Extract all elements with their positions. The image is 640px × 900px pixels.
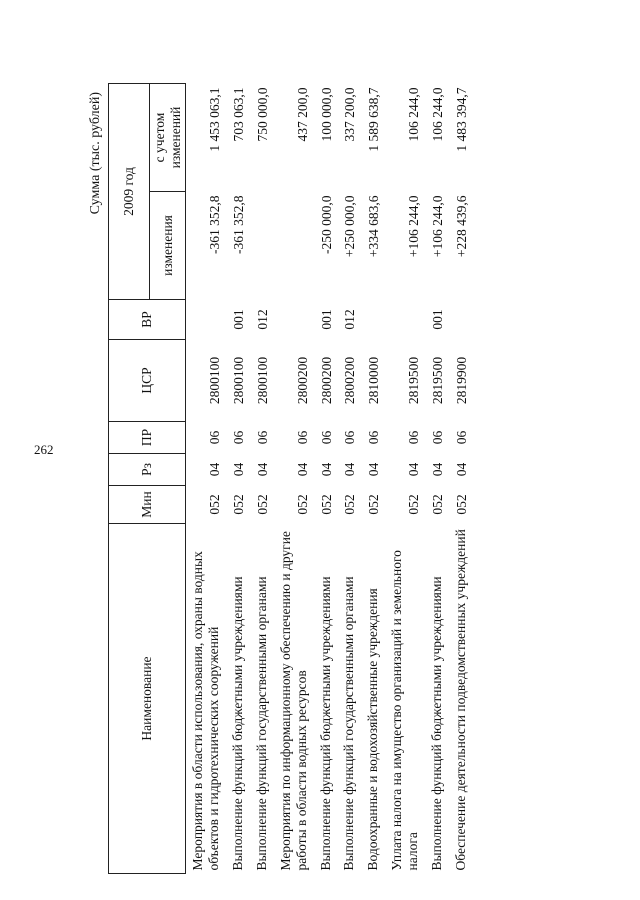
cell-vr: 001 xyxy=(230,309,246,330)
cell-total: 1 483 394,7 xyxy=(454,87,470,152)
cell-change: +228 439,6 xyxy=(454,195,470,258)
cell-change: -361 352,8 xyxy=(230,195,246,254)
table-row xyxy=(274,84,314,874)
header-vr: ВР xyxy=(109,300,186,340)
cell-name: Выполнение функций государственными органами xyxy=(341,576,357,871)
cell-name: Выполнение функций государственными органами xyxy=(253,576,269,871)
cell-rz: 04 xyxy=(206,462,222,477)
table-row xyxy=(314,84,338,874)
cell-change: -361 352,8 xyxy=(206,195,222,254)
cell-min: 052 xyxy=(342,494,358,515)
cell-csr: 2819900 xyxy=(454,356,470,405)
cell-rz: 04 xyxy=(342,462,358,477)
table-row xyxy=(226,84,250,874)
cell-min: 052 xyxy=(254,494,270,515)
cell-min: 052 xyxy=(430,494,446,515)
table-body xyxy=(186,84,473,874)
cell-vr xyxy=(186,300,226,340)
cell-vr: 012 xyxy=(342,309,358,330)
cell-name: Мероприятия в области использования, охраны водных объектов и гидротехнических сооружений xyxy=(190,551,221,871)
cell-pr: 06 xyxy=(254,430,270,445)
cell-rz: 04 xyxy=(430,462,446,477)
cell-rz: 04 xyxy=(294,462,310,477)
cell-min: 052 xyxy=(230,494,246,515)
cell-vr: 012 xyxy=(254,309,270,330)
header-changes: изменения xyxy=(150,192,186,300)
cell-csr: 2819500 xyxy=(406,356,422,405)
cell-total: 100 000,0 xyxy=(318,87,334,142)
cell-pr: 06 xyxy=(430,430,446,445)
cell-csr: 2810000 xyxy=(366,356,382,405)
cell-min: 052 xyxy=(318,494,334,515)
cell-rz: 04 xyxy=(230,462,246,477)
cell-total: 437 200,0 xyxy=(294,87,310,142)
cell-rz: 04 xyxy=(318,462,334,477)
cell-total: 106 244,0 xyxy=(430,87,446,142)
cell-total: 1 453 063,1 xyxy=(206,87,222,152)
cell-change: +106 244,0 xyxy=(406,195,422,258)
cell-pr: 06 xyxy=(454,430,470,445)
cell-change xyxy=(274,192,314,300)
header-min: Мин xyxy=(109,486,186,524)
cell-change: +106 244,0 xyxy=(430,195,446,258)
header-pr: ПР xyxy=(109,422,186,454)
cell-csr: 2800200 xyxy=(342,356,358,405)
rotated-page-content xyxy=(88,84,578,874)
cell-min: 052 xyxy=(366,494,382,515)
cell-name: Выполнение функций бюджетными учреждениями xyxy=(229,576,245,871)
cell-name: Мероприятия по информационному обеспечению и другие работы в области водных ресурсов xyxy=(277,531,309,871)
header-name: Наименование xyxy=(109,524,186,874)
table-row xyxy=(449,84,473,874)
cell-pr: 06 xyxy=(206,430,222,445)
cell-total: 337 200,0 xyxy=(342,87,358,142)
page-number: 262 xyxy=(34,442,54,457)
table-header xyxy=(109,84,186,874)
cell-min: 052 xyxy=(454,494,470,515)
cell-rz: 04 xyxy=(254,462,270,477)
header-csr: ЦСР xyxy=(109,340,186,422)
cell-total: 106 244,0 xyxy=(406,87,422,142)
cell-vr: 001 xyxy=(430,309,446,330)
cell-csr: 2800200 xyxy=(294,356,310,405)
cell-vr xyxy=(385,300,425,340)
cell-pr: 06 xyxy=(342,430,358,445)
header-rz: Рз xyxy=(109,454,186,486)
cell-csr: 2800200 xyxy=(318,356,334,405)
cell-total: 703 063,1 xyxy=(230,87,246,142)
cell-change: -250 000,0 xyxy=(318,195,334,254)
cell-name: Выполнение функций бюджетными учреждениями xyxy=(317,576,333,871)
cell-min: 052 xyxy=(406,494,422,515)
table-row xyxy=(425,84,449,874)
cell-vr xyxy=(449,300,473,340)
cell-change: +334 683,6 xyxy=(366,195,382,258)
cell-rz: 04 xyxy=(366,462,382,477)
table-row xyxy=(337,84,361,874)
cell-pr: 06 xyxy=(406,430,422,445)
cell-total: 1 589 638,7 xyxy=(366,87,382,152)
table-row xyxy=(186,84,226,874)
cell-csr: 2819500 xyxy=(430,356,446,405)
cell-change xyxy=(250,192,274,300)
cell-vr xyxy=(361,300,385,340)
header-year: 2009 год xyxy=(109,84,150,300)
cell-name: Водоохранные и водохозяйственные учреждения xyxy=(365,588,381,871)
budget-table xyxy=(108,83,473,874)
cell-csr: 2800100 xyxy=(206,356,222,405)
cell-pr: 06 xyxy=(366,430,382,445)
cell-rz: 04 xyxy=(406,462,422,477)
cell-pr: 06 xyxy=(230,430,246,445)
cell-csr: 2800100 xyxy=(230,356,246,405)
cell-name: Уплата налога на имущество организаций и земельного налога xyxy=(389,550,421,871)
cell-name: Выполнение функций бюджетными учреждениями xyxy=(429,576,445,871)
cell-vr xyxy=(274,300,314,340)
cell-csr: 2800100 xyxy=(254,356,270,405)
table-row xyxy=(385,84,425,874)
cell-total: 750 000,0 xyxy=(254,87,270,142)
cell-min: 052 xyxy=(206,494,222,515)
cell-rz: 04 xyxy=(454,462,470,477)
table-row xyxy=(250,84,274,874)
cell-change: +250 000,0 xyxy=(342,195,358,258)
cell-vr: 001 xyxy=(318,309,334,330)
cell-name: Обеспечение деятельности подведомственных учреждений xyxy=(453,529,469,871)
units-label: Сумма (тыс. рублей) xyxy=(88,92,103,215)
header-with-changes: с учетом изменений xyxy=(150,84,186,192)
cell-pr: 06 xyxy=(318,430,334,445)
table-row xyxy=(361,84,385,874)
cell-pr: 06 xyxy=(294,430,310,445)
cell-min: 052 xyxy=(294,494,310,515)
